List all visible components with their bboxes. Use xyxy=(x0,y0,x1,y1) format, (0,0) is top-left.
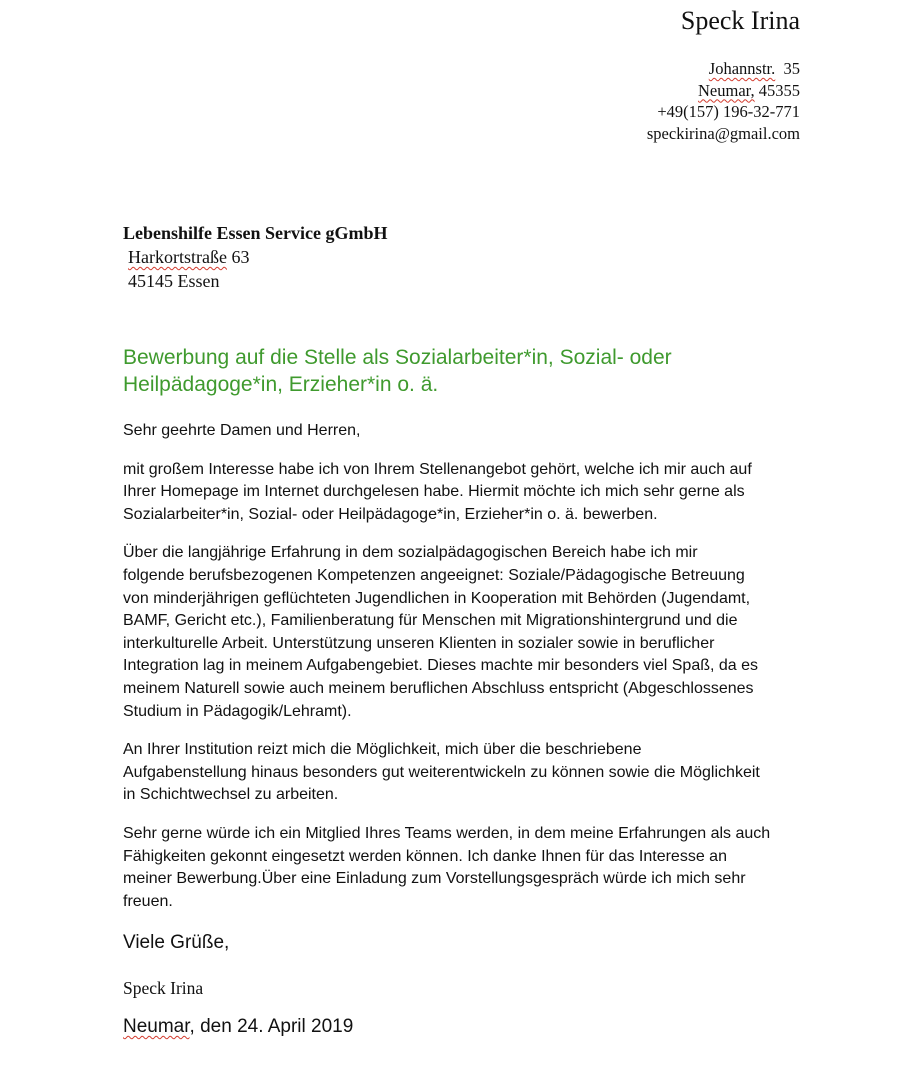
sender-postal-code: 45355 xyxy=(758,80,800,100)
letter-subject: Bewerbung auf die Stelle als Sozialarbeiter*in, Sozial- oder Heilpädagoge*in, Erzieher*in o. ä. xyxy=(123,346,672,396)
body-paragraph: Über die langjährige Erfahrung in dem sozialpädagogischen Bereich habe ich mir folgende berufsbezogenen Kompetenzen angeeignet: Soziale/Pädagogische Betreuung von minderjährigen geflüchteten Jugendlichen in Kooperation mit Behörden (Jugendamt, BAMF, Gericht etc.), Familienberatung für Menschen mit Migrationshintergrund und die interkulturelle Arbeit. Unterstützung unseren Klienten in sozialer sowie in beruflicher Integration lag in meinem Aufgabengebiet. Dieses machte mir besonders viel Spaß, da es meinem Naturell sowie auch meinem beruflichen Abschluss entspricht (Abgeschlossenes Studium in Pädagogik/Lehramt). xyxy=(123,544,759,720)
recipient-address xyxy=(123,221,388,293)
place: Neumar xyxy=(123,1016,190,1037)
recipient-postal-city: 45145 Essen xyxy=(128,271,220,291)
sender-email: speckirina@gmail.com xyxy=(646,123,800,143)
closing: Viele Grüße, xyxy=(123,932,230,953)
sender-street: Johannstr. xyxy=(708,59,776,78)
body-paragraph: An Ihrer Institution reizt mich die Möglichkeit, mich über die beschriebene Aufgabenstellung hinaus besonders gut weiterentwickeln zu können sowie die Möglichkeit in Schichtwechsel zu arbeiten. xyxy=(123,741,760,804)
body-paragraph: mit großem Interesse habe ich von Ihrem Stellenangebot gehört, welche ich mir auch auf Ihrer Homepage im Internet durchgelesen habe. Hiermit möchte ich mich sehr gerne als Sozialarbeiter*in, Sozial- oder Heilpädagoge*in, Erzieher*in o. ä. bewerben. xyxy=(123,460,752,523)
sender-phone: +49(157) 196-32-771 xyxy=(657,102,800,121)
recipient-street-line xyxy=(123,245,388,269)
place-date xyxy=(123,1016,353,1038)
sender-address xyxy=(647,58,800,144)
recipient-house-number: 63 xyxy=(231,247,250,267)
sender-house-number: 35 xyxy=(783,59,800,78)
signature: Speck Irina xyxy=(123,978,204,998)
letter-body xyxy=(123,420,813,929)
body-paragraph: Sehr gerne würde ich ein Mitglied Ihres Teams werden, in dem meine Erfahrungen als auch Fähigkeiten gekonnt eingesetzt werden können. Ich danke Ihnen für das Interesse an meiner Bewerbung.Über eine Einladung zum Vorstellungsgespräch würde ich mich sehr freuen. xyxy=(123,824,771,910)
recipient-street: Harkortstraße xyxy=(128,247,227,267)
date: , den 24. April 2019 xyxy=(189,1016,354,1037)
sender-name: Speck Irina xyxy=(680,6,800,35)
recipient-organization: Lebenshilfe Essen Service gGmbH xyxy=(123,223,388,243)
sender-city-line xyxy=(647,80,800,102)
sender-city: Neumar, xyxy=(698,80,755,100)
salutation: Sehr geehrte Damen und Herren, xyxy=(123,422,361,439)
sender-street-line xyxy=(647,58,800,80)
